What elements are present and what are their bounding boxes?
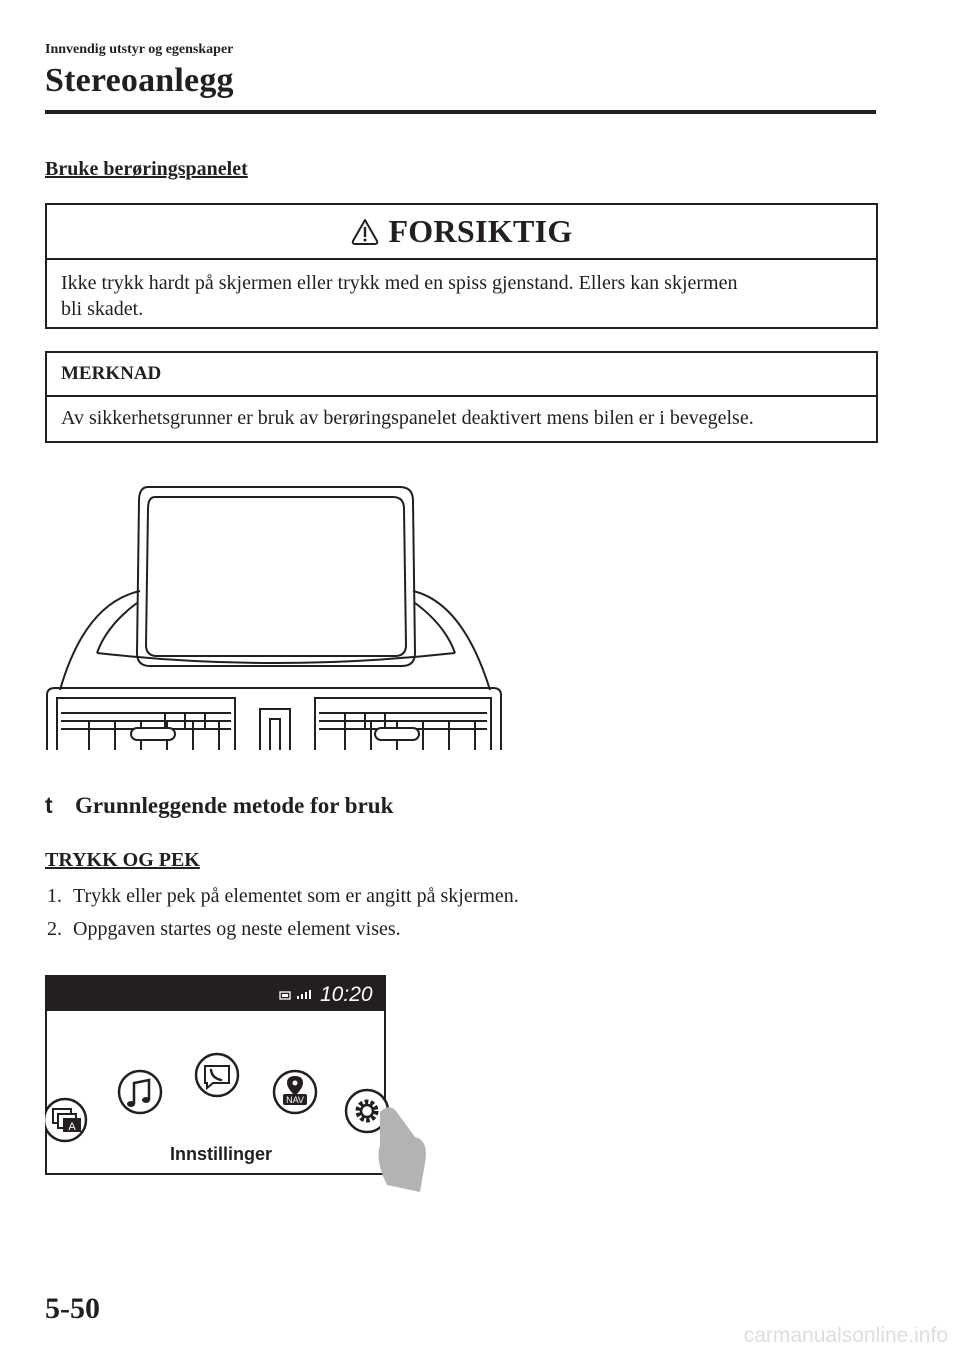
section-bullet: t [45,792,53,818]
navigation-icon [274,1071,316,1113]
page-title: Stereoanlegg [45,62,234,99]
note-text: Av sikkerhetsgrunner er bruk av berøringspanelet deaktivert mens bilen er i bevegelse. [61,407,754,429]
nav-badge: NAV [286,1095,304,1105]
caution-header [47,205,876,260]
note-box [45,351,878,443]
step-text: Oppgaven startes og neste element vises. [73,918,401,940]
step-number: 1. [47,885,62,907]
caution-text-line: bli skadet. [61,298,144,320]
music-icon [119,1071,161,1113]
step-number: 2. [47,918,62,940]
warning-icon [350,217,380,247]
caution-text [47,260,876,332]
pointing-finger-icon [379,1107,426,1192]
page-number: 5-50 [45,1292,100,1325]
caution-label: FORSIKTIG [388,213,573,249]
apps-icon [45,1099,86,1141]
section-header: Innvendig utstyr og egenskaper [45,42,234,57]
caution-text-line: Ikke trykk hardt på skjermen eller trykk med en spiss gjenstand. Ellers kan skjermen [61,272,738,294]
dashboard-screen-illustration [45,485,515,755]
subheading: Bruke berøringspanelet [45,158,248,180]
phone-icon [196,1054,238,1096]
note-label: MERKNAD [47,353,876,397]
step-text: Trykk eller pek på elementet som er angitt på skjermen. [73,885,519,907]
section-heading-text: Grunnleggende metode for bruk [75,793,394,818]
step-item [47,918,401,941]
screen-illustration [45,975,430,1195]
screen-caption: Innstillinger [169,1144,273,1164]
watermark: carmanualsonline.info [743,1324,948,1347]
step-item [47,885,519,908]
title-rule [45,110,876,114]
apps-badge: A [68,1121,76,1133]
subsection-heading: TRYKK OG PEK [45,849,200,871]
section-heading [45,792,393,819]
caution-box [45,203,878,329]
clock-time: 10:20 [320,983,373,1006]
